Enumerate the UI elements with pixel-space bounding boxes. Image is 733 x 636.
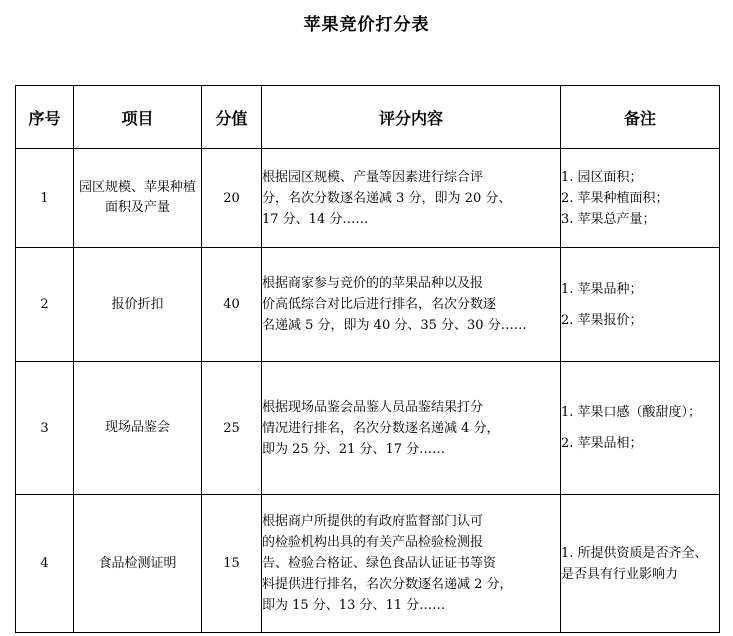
- remark-line: 3. 苹果总产量；: [561, 211, 656, 227]
- row-item: 现场品鉴会: [74, 362, 202, 495]
- remark-line: 是否具有行业影响力: [561, 566, 679, 582]
- content-line: 情况进行排名，名次分数逐名递减 4 分，: [262, 420, 500, 436]
- content-line: 料提供进行排名，名次分数逐名递减 2 分，: [262, 577, 513, 592]
- content-line: 名递减 5 分，即为 40 分、35 分、30 分……: [262, 318, 527, 333]
- remark-line: 1. 苹果品种；: [561, 281, 643, 297]
- row-score: 20: [202, 149, 262, 248]
- row-number: 1: [16, 149, 74, 248]
- content-line: 根据园区规模、产量等因素进行综合评: [262, 169, 484, 185]
- content-line: 价高低综合对比后进行排名，名次分数逐: [262, 297, 497, 312]
- row-item: 园区规模、苹果种植面积及产量: [74, 149, 202, 248]
- content-line: 即为 25 分、21 分、17 分……: [262, 441, 446, 457]
- remark-line: 1. 园区面积；: [561, 169, 643, 185]
- content-line: 17 分、14 分……: [262, 211, 369, 227]
- table-row: [16, 248, 720, 362]
- header-score: 分值: [202, 86, 262, 149]
- content-line: 即为 15 分、13 分、11 分……: [262, 598, 446, 613]
- row-number: 4: [16, 495, 74, 633]
- row-number: 3: [16, 362, 74, 495]
- header-remarks: 备注: [561, 86, 720, 149]
- row-remarks: [561, 362, 720, 495]
- row-score: 25: [202, 362, 262, 495]
- remark-line: 1. 苹果口感（酸甜度）；: [561, 405, 702, 420]
- row-score: 15: [202, 495, 262, 633]
- table-row: [16, 495, 720, 633]
- remark-line: 2. 苹果报价；: [561, 312, 643, 328]
- table-row: [16, 149, 720, 248]
- header-number: 序号: [16, 86, 74, 149]
- row-remarks: [561, 149, 720, 248]
- content-line: 分，名次分数逐名递减 3 分，即为 20 分、: [262, 190, 512, 206]
- content-line: 根据现场品鉴会品鉴人员品鉴结果打分: [262, 399, 484, 415]
- content-line: 根据商家参与竞价的的苹果品种以及报: [262, 276, 484, 291]
- content-line: 的检验机构出具的有关产品检验检测报: [262, 535, 484, 550]
- row-content: [262, 149, 561, 248]
- row-content: [262, 248, 561, 362]
- remark-line: 1. 所提供资质是否齐全、: [561, 545, 708, 561]
- row-remarks: [561, 248, 720, 362]
- table-header-row: [16, 86, 720, 149]
- content-line: 根据商户所提供的有政府监督部门认可: [262, 514, 484, 529]
- remark-line: 2. 苹果种植面积；: [561, 190, 669, 206]
- content-line: 告、检验合格证、绿色食品认证证书等资: [262, 556, 497, 571]
- row-item: 报价折扣: [74, 248, 202, 362]
- row-content: [262, 362, 561, 495]
- table-row: [16, 362, 720, 495]
- header-content: 评分内容: [262, 86, 561, 149]
- row-score: 40: [202, 248, 262, 362]
- row-content: [262, 495, 561, 633]
- row-item: 食品检测证明: [74, 495, 202, 633]
- row-remarks: [561, 495, 720, 633]
- row-number: 2: [16, 248, 74, 362]
- header-item: 项目: [74, 86, 202, 149]
- page-title: 苹果竞价打分表: [303, 15, 430, 35]
- remark-line: 2. 苹果品相；: [561, 436, 643, 451]
- scoring-table: [15, 85, 720, 633]
